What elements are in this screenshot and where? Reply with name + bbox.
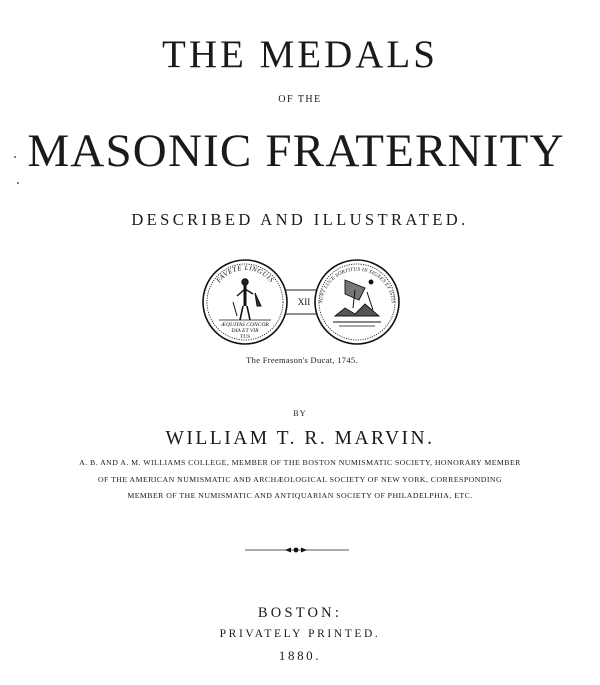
reverse-legend: SUNT LUCE SORTITUS IN SIGNES ET ISTIS [318, 266, 396, 304]
scan-speck [14, 156, 16, 158]
title-line-1: THE MEDALS [162, 33, 438, 76]
medal-reverse [315, 260, 399, 344]
title-line-2: MASONIC FRATERNITY [27, 125, 565, 177]
credentials-line-2: OF THE AMERICAN NUMISMATIC AND ARCHÆOLOGICAL SOCIETY OF NEW YORK, CORRESPONDING [97, 475, 503, 484]
title-connector: OF THE [278, 94, 322, 105]
medal-obverse [203, 260, 287, 344]
obverse-legend-bottom-2: DIA ET VIR [231, 328, 259, 334]
obverse-legend-bottom-1: ÆQUITAS CONCOR [221, 322, 269, 328]
medal-denomination: XII [297, 297, 311, 307]
imprint-year: 1880. [278, 648, 322, 663]
caption-text: The Freemason's Ducat, [246, 355, 335, 365]
credentials-line-3: MEMBER OF THE NUMISMATIC AND ANTIQUARIAN SOCIETY OF PHILADELPHIA, ETC. [127, 491, 473, 500]
author-name: WILLIAM T. R. MARVIN. [165, 428, 435, 449]
illustration-caption [2, 355, 600, 366]
imprint-publisher: PRIVATELY PRINTED. [219, 628, 381, 640]
imprint-place: BOSTON: [257, 605, 343, 621]
medal-illustration [195, 252, 415, 352]
obverse-legend-top: FAVETE LINGUIS [214, 263, 276, 285]
by-label: BY [293, 409, 307, 418]
subtitle: DESCRIBED AND ILLUSTRATED. [131, 210, 469, 229]
obverse-legend-bottom-3: TUS [240, 334, 250, 340]
credentials-line-1: A. B. AND A. M. WILLIAMS COLLEGE, MEMBER OF THE BOSTON NUMISMATIC SOCIETY, HONORARY MEMBER [79, 458, 521, 467]
scan-speck [17, 182, 19, 184]
ornamental-rule [245, 544, 349, 556]
caption-year: 1745. [337, 355, 358, 365]
